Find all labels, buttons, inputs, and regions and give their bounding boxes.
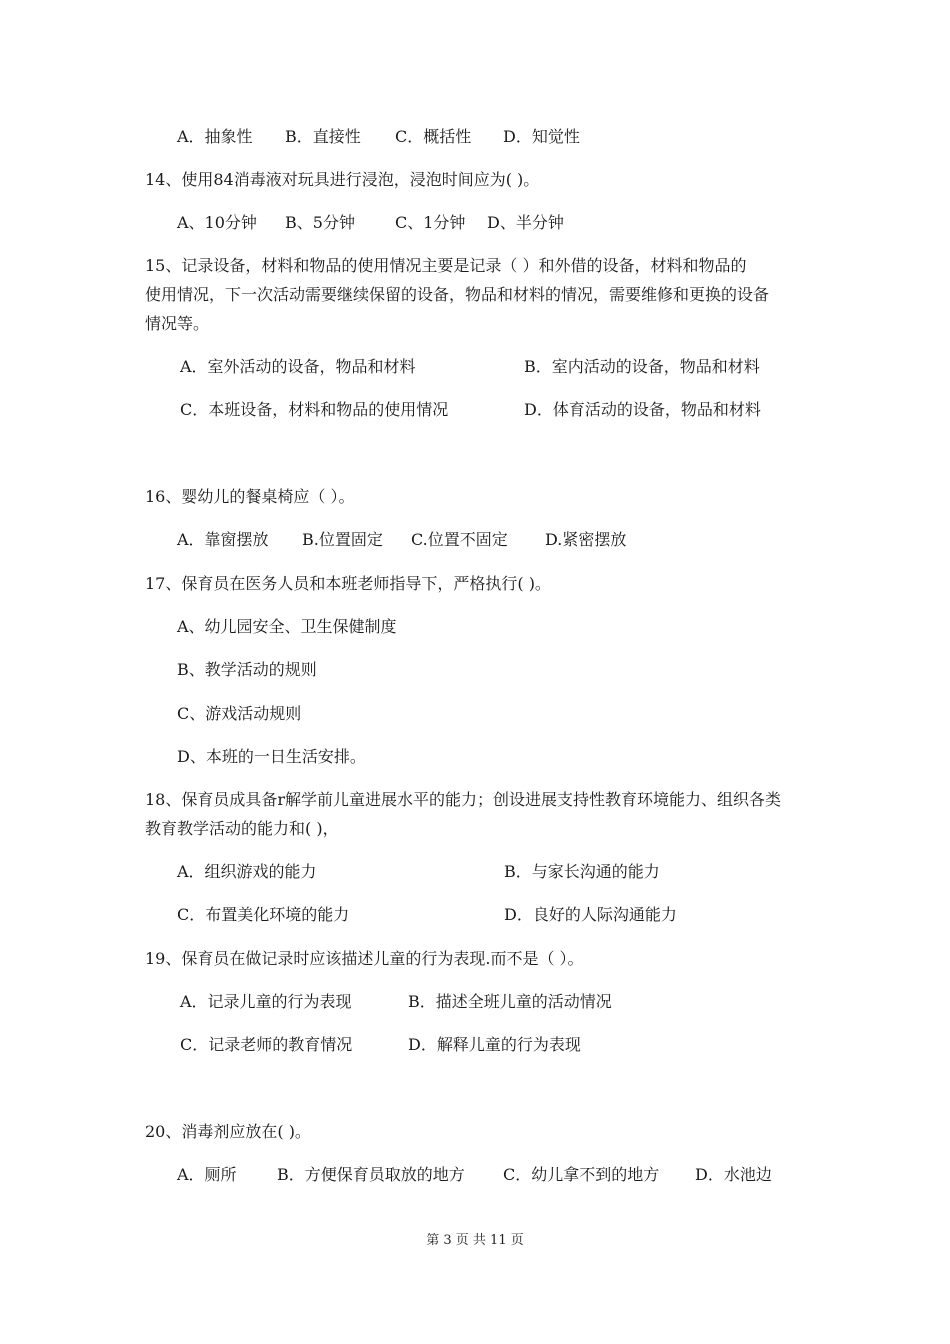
q19-question: 19、保育员在做记录时应该描述儿童的行为表现.而不是（ ）。 — [145, 949, 584, 968]
q17-option-d: D、本班的一日生活安排。 — [177, 747, 366, 766]
q20-question: 20、消毒剂应放在( )。 — [145, 1122, 311, 1141]
q17-option-a: A、幼儿园安全、卫生保健制度 — [177, 617, 397, 636]
q14-option-a: A、10分钟 — [177, 213, 257, 232]
q16-option-b: B.位置固定 — [302, 530, 383, 549]
q19-option-b: B．描述全班儿童的活动情况 — [408, 992, 612, 1011]
q16-question: 16、婴幼儿的餐桌椅应（ ）。 — [145, 487, 355, 506]
q13-option-c: C．概括性 — [395, 127, 472, 146]
q17-option-b: B、教学活动的规则 — [177, 660, 317, 679]
q14-option-d: D、半分钟 — [487, 213, 564, 232]
q15-option-b: B．室内活动的设备，物品和材料 — [524, 357, 760, 376]
q15-option-a: A．室外活动的设备，物品和材料 — [180, 357, 416, 376]
page-footer: 第 3 页 共 11 页 — [426, 1233, 524, 1248]
q16-options — [177, 530, 627, 550]
q15-line-3: 情况等。 — [145, 314, 210, 333]
q16-option-d: D.紧密摆放 — [545, 530, 627, 549]
q18-line-1: 18、保育员成具备r解学前儿童进展水平的能力；创设进展支持性教育环境能力、组织各类 — [145, 790, 782, 809]
q18-option-d: D．良好的人际沟通能力 — [504, 905, 677, 924]
q15-option-c: C．本班设备，材料和物品的使用情况 — [180, 400, 449, 419]
q16-option-c: C.位置不固定 — [411, 530, 508, 549]
q20-option-b: B．方便保育员取放的地方 — [277, 1165, 465, 1184]
q17-option-c: C、游戏活动规则 — [177, 704, 302, 723]
q14-option-b: B、5分钟 — [285, 213, 355, 232]
q19-option-d: D．解释儿童的行为表现 — [408, 1035, 581, 1054]
q13-option-a: A．抽象性 — [177, 127, 253, 146]
q17-question: 17、保育员在医务人员和本班老师指导下，严格执行( )。 — [145, 574, 551, 593]
q15-line-2: 使用情况，下一次活动需要继续保留的设备，物品和材料的情况，需要维修和更换的设备 — [145, 285, 770, 304]
q18-option-a: A．组织游戏的能力 — [177, 862, 317, 881]
q14-option-c: C、1分钟 — [395, 213, 466, 232]
q18-option-c: C．布置美化环境的能力 — [177, 905, 350, 924]
q13-option-d: D．知觉性 — [503, 127, 580, 146]
q19-option-a: A．记录儿童的行为表现 — [180, 992, 352, 1011]
q14-question: 14、使用84消毒液对玩具进行浸泡，浸泡时间应为( )。 — [145, 170, 540, 189]
q13-options — [177, 127, 580, 147]
q18-option-b: B．与家长沟通的能力 — [504, 862, 660, 881]
q20-option-d: D．水池边 — [695, 1165, 772, 1184]
q15-line-1: 15、记录设备，材料和物品的使用情况主要是记录（ ）和外借的设备，材料和物品的 — [145, 256, 747, 275]
q18-line-2: 教育教学活动的能力和( )， — [145, 819, 339, 838]
q20-option-c: C．幼儿拿不到的地方 — [503, 1165, 660, 1184]
q20-option-a: A．厕所 — [177, 1165, 237, 1184]
q15-option-d: D．体育活动的设备，物品和材料 — [524, 400, 761, 419]
q19-option-c: C．记录老师的教育情况 — [180, 1035, 353, 1054]
q20-options — [177, 1165, 772, 1185]
q13-option-b: B．直接性 — [285, 127, 361, 146]
q14-options — [177, 213, 564, 233]
q16-option-a: A．靠窗摆放 — [177, 530, 269, 549]
